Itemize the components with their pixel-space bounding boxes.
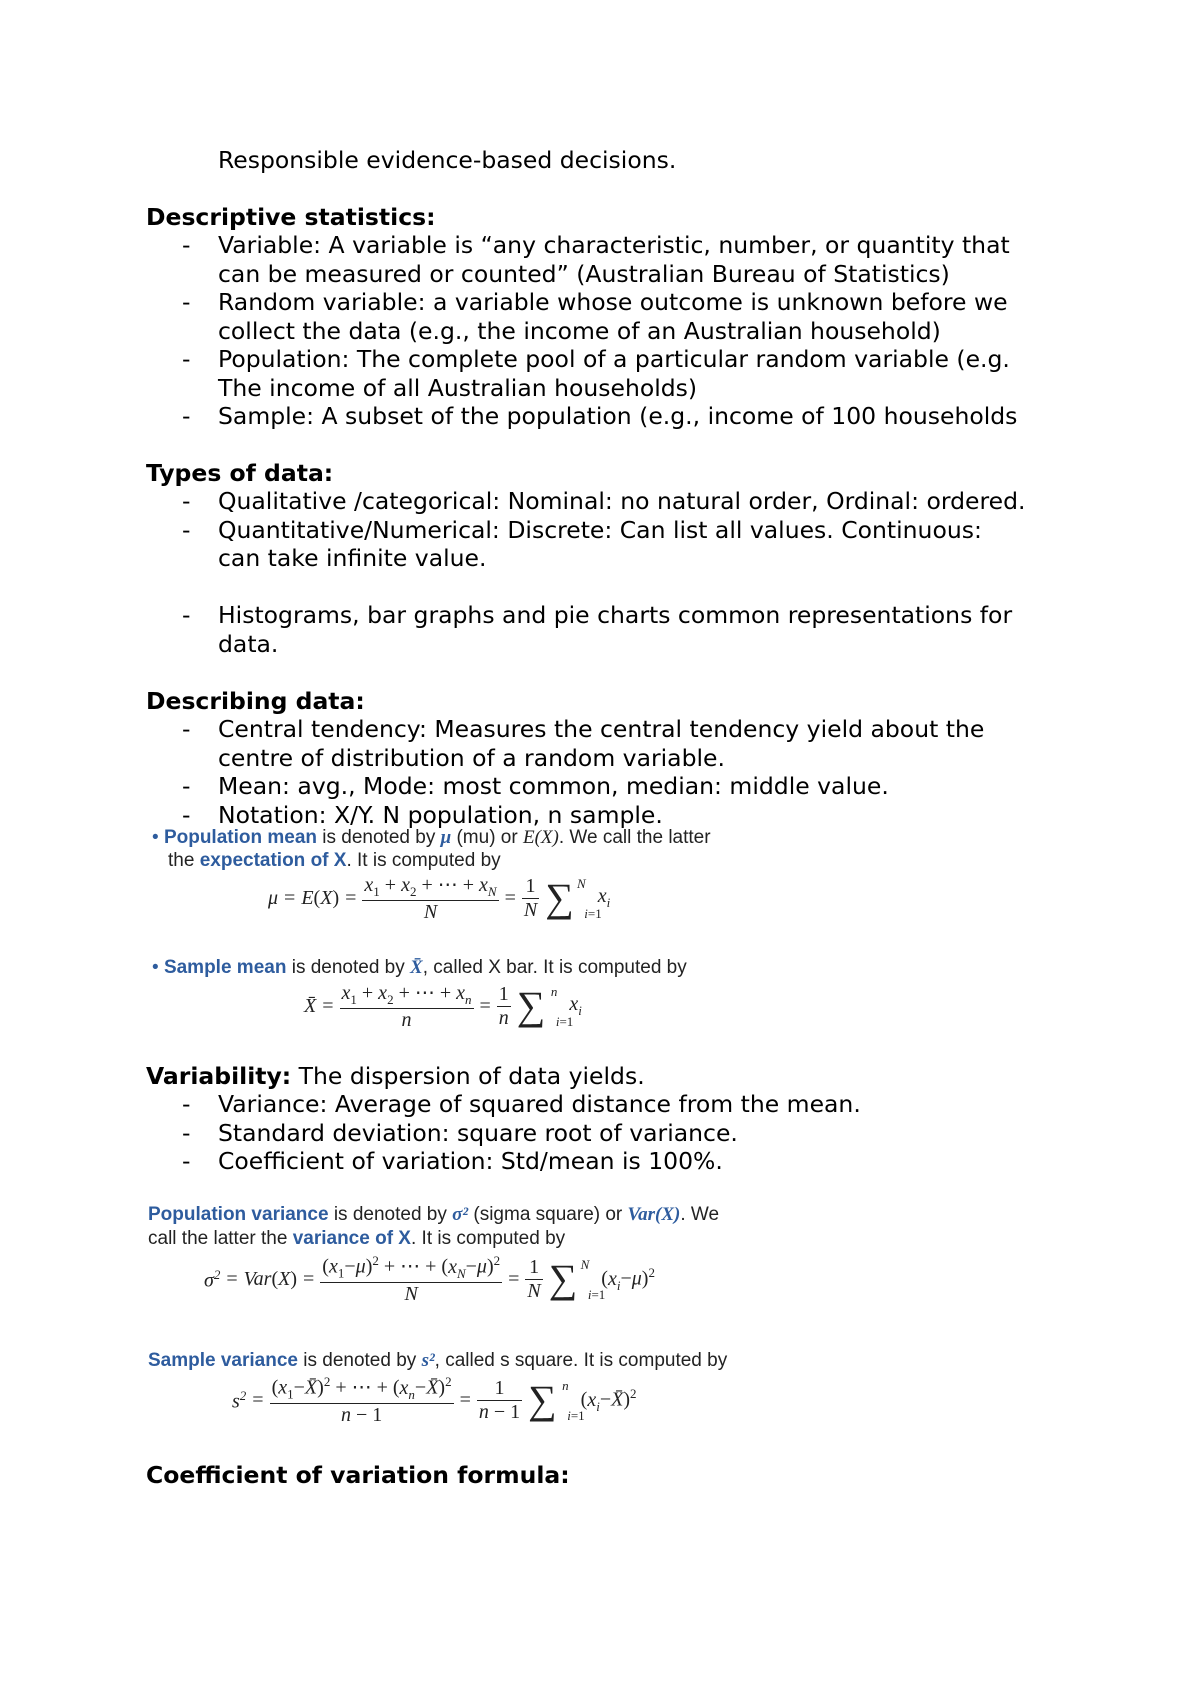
list-item-text: Notation: X/Y. N population, n sample. [218, 800, 663, 829]
list-item-text: The income of all Australian households) [218, 373, 698, 402]
mu-symbol: μ [440, 827, 452, 848]
variance-term: variance of X [292, 1228, 411, 1249]
bullet-dash: - [182, 487, 191, 515]
sample-variance-caption [148, 1350, 727, 1372]
list-item-text: can be measured or counted” (Australian Bureau of Statistics) [218, 259, 950, 288]
bullet-dash: - [182, 601, 191, 629]
descriptive-heading: Descriptive statistics: [146, 203, 436, 231]
bullet-dash: - [182, 1090, 191, 1118]
bullet-dash: - [182, 800, 191, 829]
population-variance-caption-line2 [148, 1228, 565, 1250]
expectation-term: expectation of X [199, 850, 347, 871]
population-variance-caption [148, 1204, 719, 1226]
caption-text: (mu) or [451, 827, 523, 848]
var-x-symbol: Var(X) [627, 1204, 681, 1225]
bullet-dash: - [182, 345, 191, 373]
list-item-text: Standard deviation: square root of variance. [218, 1118, 738, 1147]
population-variance-formula: $\sigma^2$ = Var (X) = $\frac{(x_1-\mu)^2 + \cdots + (x_N-\mu)^2}{N}$ = $\frac{1}{N}$ ∑ N i=1 $(x_i-\mu)^2$ [204, 1253, 655, 1305]
sample-mean-formula: X̄ = $\frac{x_1 + x_2 + \cdots + x_n}{n}$ = $\frac{1}{n}$ ∑ n i=1 $x_i$ [304, 982, 582, 1031]
population-mean-formula: μ = E (X) = $\frac{x_1 + x_2 + \cdots + x_N}{N}$ = $\frac{1}{N}$ ∑ N i=1 $x_i$ [268, 874, 611, 923]
caption-text: , called s square. It is computed by [434, 1350, 728, 1371]
intro-text: Responsible evidence-based decisions. [218, 146, 677, 174]
bullet-dash: - [182, 715, 191, 743]
list-item-text: centre of distribution of a random variable. [218, 743, 725, 772]
sample-mean-caption: • Sample mean is denoted by X̄, called X bar. It is computed by [152, 957, 687, 978]
list-item-text: can take infinite value. [218, 544, 487, 572]
list-item-text: Population: The complete pool of a particular random variable (e.g. [218, 345, 1010, 373]
describing-heading: Describing data: [146, 687, 365, 715]
bullet-dash: - [182, 515, 191, 544]
population-mean-caption: • Population mean is denoted by μ (mu) or E(X). We call the latter [152, 827, 711, 848]
list-item-text: Coefficient of variation: Std/mean is 100%. [218, 1147, 723, 1175]
list-item-text: Quantitative/Numerical: Discrete: Can list all values. Continuous: [218, 515, 982, 544]
bullet-dash: - [182, 402, 191, 430]
s-squared-symbol: s² [421, 1350, 435, 1371]
sample-variance-term: Sample variance [148, 1350, 298, 1371]
expectation-symbol: E(X) [522, 827, 559, 848]
caption-text: is denoted by [328, 1204, 453, 1225]
bullet-dash: - [182, 1147, 191, 1175]
bullet-dash: - [182, 288, 191, 316]
caption-text: the [168, 850, 200, 871]
list-item-text: collect the data (e.g., the income of an Australian household) [218, 316, 941, 345]
list-item-text: Random variable: a variable whose outcome is unknown before we [218, 288, 1008, 316]
list-item-text: Sample: A subset of the population (e.g., income of 100 households [218, 402, 1018, 430]
bullet-dash: - [182, 772, 191, 800]
variability-heading-line [146, 1062, 645, 1090]
list-item-text: Mean: avg., Mode: most common, median: middle value. [218, 772, 889, 800]
caption-text: . We [680, 1204, 720, 1225]
sample-variance-formula: $s^2$ = $\frac{(x_1-X̄)^2 + \cdots + (x_n-X̄)^2}{n - 1}$ = $\frac{1}{n - 1}$ ∑ n i=1 $(x_i-X̄)^2$ [232, 1374, 637, 1426]
population-mean-term: Population mean [163, 827, 318, 848]
caption-text: is denoted by [317, 827, 441, 848]
x-bar-symbol: X̄ [410, 957, 423, 978]
list-item-text: Variance: Average of squared distance from the mean. [218, 1090, 861, 1118]
caption-text: call the latter the [148, 1228, 293, 1249]
types-heading: Types of data: [146, 459, 334, 487]
caption-text: is denoted by [286, 957, 411, 978]
caption-text: . It is computed by [346, 850, 501, 871]
sigma-squared-symbol: σ² [452, 1204, 469, 1225]
list-item-text: Central tendency: Measures the central tendency yield about the [218, 715, 985, 743]
caption-text: . We call the latter [558, 827, 711, 848]
list-item-text: Variable: A variable is “any characteristic, number, or quantity that [218, 231, 1010, 259]
variability-heading-rest: The dispersion of data yields. [291, 1062, 645, 1090]
variability-heading: Variability: [146, 1062, 292, 1090]
population-variance-term: Population variance [148, 1204, 329, 1225]
caption-text: , called X bar. It is computed by [422, 957, 687, 978]
bullet-dash: - [182, 1118, 191, 1147]
population-mean-caption-line2 [168, 850, 501, 872]
list-item-text: Qualitative /categorical: Nominal: no natural order, Ordinal: ordered. [218, 487, 1026, 515]
caption-text: (sigma square) or [468, 1204, 628, 1225]
list-item-text: data. [218, 629, 279, 658]
bullet-dash: - [182, 231, 191, 259]
sample-mean-term: Sample mean [163, 957, 287, 978]
caption-text: is denoted by [297, 1350, 422, 1371]
caption-text: . It is computed by [410, 1228, 566, 1249]
list-item-text: Histograms, bar graphs and pie charts common representations for [218, 601, 1013, 629]
cv-heading: Coefficient of variation formula: [146, 1461, 570, 1489]
